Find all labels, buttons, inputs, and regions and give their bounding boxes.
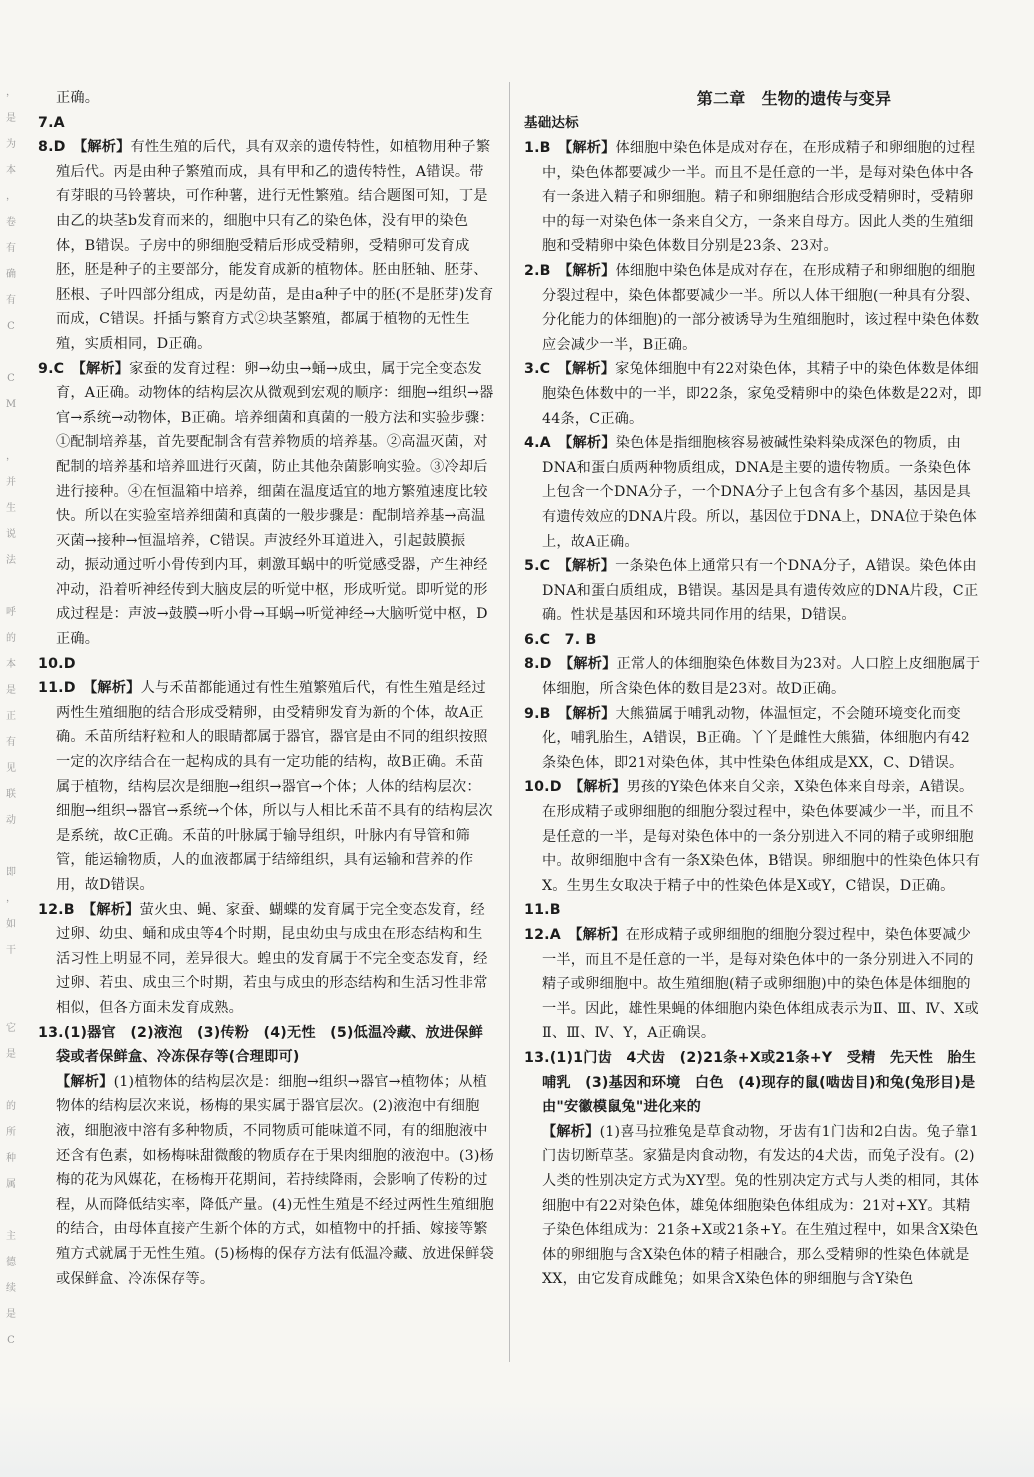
answer-choice: D	[63, 680, 76, 697]
answer-choice: B	[539, 705, 551, 722]
lead-text: 正确。	[56, 90, 100, 106]
analysis-tag: 【解析】	[557, 140, 616, 156]
margin-char: 有	[6, 737, 16, 748]
margin-char: 本	[6, 165, 16, 176]
margin-char: 即	[6, 867, 16, 878]
question-number: 10.	[524, 779, 550, 796]
column-divider	[509, 82, 510, 1362]
margin-char: 主	[6, 1231, 16, 1242]
answer-item	[38, 135, 494, 356]
margin-char: ，	[6, 191, 16, 202]
margin-char	[0, 1198, 22, 1224]
analysis-tag: 【解析】	[569, 779, 627, 796]
margin-char: 是	[6, 1309, 16, 1320]
margin-char: C	[7, 321, 15, 332]
left-answer-list	[38, 111, 494, 1070]
answer-item	[524, 652, 984, 701]
margin-char	[0, 574, 22, 600]
answer-choice: D	[549, 779, 562, 796]
margin-char: 它	[6, 1023, 16, 1034]
left-margin-bleed-through	[0, 80, 22, 1370]
margin-char: C	[7, 1335, 15, 1346]
analysis-text: 一条染色体上通常只有一个DNA分子，A错误。染色体由DNA和蛋白质组成，B错误。基因是具有遗传效应的DNA片段，C正确。性状是基因和环境共同作用的结果，D错误。	[542, 558, 979, 624]
answer-choice: C	[53, 360, 65, 377]
answer-item	[38, 676, 494, 897]
answer-choice: D	[63, 655, 76, 672]
answer-item	[38, 357, 494, 652]
answer-item	[524, 431, 984, 554]
margin-char: 正	[6, 711, 16, 722]
analysis-text: 家蚕的发育过程：卵→幼虫→蛹→成虫，属于完全变态发育，A正确。动物体的结构层次从微观到宏观的顺序：细胞→组织→器官→系统→动物体，B正确。培养细菌和真菌的一般方法和实验步骤：①配制培养基，首先要配制含有营养物质的培养基。②高温灭菌，对配制的培养基和培养皿进行灭菌，防止其他杂菌影响实验。③冷却后进行接种。④在恒温箱中培养，细菌在温度适宜的地方繁殖速度比较快。所以在实验室培养细菌和真菌的一般步骤是：配制培养基→高温灭菌→接种→恒温培养，C错误。声波经外耳道进入，引起鼓膜振动，振动通过听小骨传到内耳，刺激耳蜗中的听觉感受器，产生神经冲动，沿着听神经传到大脑皮层的听觉中枢，形成听觉。即听觉的形成过程是：声波→鼓膜→听小骨→耳蜗→听觉神经→大脑听觉中枢，D正确。	[56, 360, 494, 648]
question-number: 1.	[524, 140, 540, 156]
question-number: 13.	[524, 1049, 550, 1066]
analysis-text: 体细胞中染色体是成对存在，在形成精子和卵细胞的细胞分裂过程中，染色体都要减少一半。所以人体干细胞(一种具有分裂、分化能力的体细胞)的一部分被诱导为生殖细胞时，该过程中染色体数应会减少一半，B正确。	[542, 262, 980, 353]
margin-char: 生	[6, 503, 16, 514]
margin-char: 德	[6, 1257, 16, 1268]
margin-char: 呼	[6, 607, 16, 618]
margin-char: 有	[6, 243, 16, 254]
analysis-text: 人与禾苗都能通过有性生殖繁殖后代，有性生殖是经过两性生殖细胞的结合形成受精卵，由受精卵发育为新的个体，故A正确。禾苗所结籽粒和人的眼睛都属于器官，器官是由不同的组织按照一定的次序结合在一起构成的具有一定功能的结构，故B正确。禾苗属于植物，结构层次是细胞→组织→器官→个体；人体的结构层次：细胞→组织→器官→系统→个体，所以与人相比禾苗不具有的结构层次是系统，故C正确。禾苗的叶脉属于输导组织，叶脉内有导管和筛管，能运输物质，人的血液都属于结缔组织，具有运输和营养的作用，故D错误。	[56, 680, 493, 893]
margin-char: 续	[6, 1283, 16, 1294]
analysis-tag: 【解析】	[558, 656, 617, 673]
answer-choice: A	[549, 927, 561, 943]
answer-item	[524, 554, 984, 628]
question-number: 8.	[524, 656, 540, 673]
question-number: 11.	[524, 902, 550, 919]
answer-choice: B	[63, 901, 75, 918]
margin-char	[0, 418, 22, 444]
margin-char: 的	[6, 633, 16, 644]
answer-item	[524, 702, 984, 776]
analysis-tag: 【解析】	[557, 558, 616, 575]
section-title: 基础达标	[524, 115, 579, 131]
question-number: 5.	[524, 558, 540, 575]
analysis-tag: 【解析】	[72, 139, 131, 156]
margin-char: M	[5, 399, 17, 410]
margin-char: 如	[6, 919, 16, 930]
answer-item	[524, 775, 984, 898]
margin-char: ，	[6, 87, 16, 98]
analysis-text: 有性生殖的后代，具有双亲的遗传特性，如植物用种子繁殖后代。丙是由种子繁殖而成，具有甲和乙的遗传特性，A错误。带有芽眼的马铃薯块，可作种薯，进行无性繁殖。结合题图可知，丁是由乙的块茎b发育而来的，细胞中只有乙的染色体，没有甲的染色体，B错误。子房中的卵细胞受精后形成受精卵，受精卵可发育成胚，胚是种子的主要部分，能发育成新的植物体。胚由胚轴、胚芽、胚根、子叶四部分组成，丙是幼苗，是由a种子中的胚(不是胚芽)发育而成，C错误。扦插与繁育方式②块茎繁殖，都属于植物的无性生殖，实质相同，D正确。	[56, 139, 494, 352]
answer-item	[38, 898, 494, 1021]
analysis-tag: 【解析】	[83, 680, 141, 697]
answer-item	[524, 923, 984, 1046]
margin-char: 的	[6, 1101, 16, 1112]
analysis-text: (1)植物体的结构层次是：细胞→组织→器官→植物体；从植物体的结构层次来说，杨梅的果实属于器官层次。(2)液泡中有细胞液，细胞液中溶有多种物质，不同物质可能味道不同，有的细胞液中还含有色素，如杨梅味甜微酸的物质存在于果肉细胞的液泡中。(3)杨梅的花为风媒花，在杨梅开花期间，若持续降雨，会影响了传粉的过程，从而降低结实率，降低产量。(4)无性生殖是不经过两性生殖细胞的结合，由母体直接产生新个体的方式，如植物中的扦插、嫁接等繁殖方式就属于无性生殖。(5)杨梅的保存方法有低温冷藏、放进保鲜袋或保鲜盒、冷冻保存等。	[56, 1073, 494, 1287]
margin-char: 确	[6, 269, 16, 280]
analysis-tag: 【解析】	[557, 262, 616, 279]
margin-char	[0, 834, 22, 860]
question-number: 10.	[38, 655, 64, 672]
question-number: 12.	[524, 927, 550, 943]
q13-analysis-right	[524, 1120, 984, 1292]
analysis-text: (1)喜马拉雅兔是草食动物，牙齿有1门齿和2白齿。兔子靠1门齿切断草茎。家猫是肉食动物，有发达的4犬齿，而兔子没有。(2)人类的性别决定方式为XY型。兔的性别决定方式与人类的相同，其体细胞中有22对染色体，雄兔体细胞染色体组成为：21对+XY。其精子染色体组成为：21条+X或21条+Y。在生殖过程中，如果含X染色体的卵细胞与含X染色体的精子相融合，那么受精卵的性染色体就是XX，由它发育成雌兔；如果含X染色体的卵细胞与含Y染色	[542, 1123, 980, 1288]
analysis-text: 萤火虫、蝇、家蚕、蝴蝶的发育属于完全变态发育，经过卵、幼虫、蛹和成虫等4个时期，昆虫幼虫与成虫在形态结构和生活习性上明显不同，差异很大。蝗虫的发育属于不完全变态发育，经过卵、若虫、成虫三个时期，若虫与成虫的形态结构和生活习性非常相似，但各方面未发育成熟。	[56, 901, 488, 1016]
margin-char: 联	[6, 789, 16, 800]
question-number: 4.	[524, 435, 540, 452]
answer-choice: B	[539, 140, 551, 156]
margin-char: 属	[6, 1179, 16, 1190]
question-number: 9.	[38, 360, 54, 377]
analysis-text: 染色体是指细胞核容易被碱性染料染成深色的物质，由DNA和蛋白质两种物质组成，DNA是主要的遗传物质。一条染色体上包含一个DNA分子，一个DNA分子上包含有多个基因，基因是具有遗传效应的DNA片段。所以，基因位于DNA上，DNA位于染色体上，故A正确。	[542, 435, 977, 550]
question-number: 3.	[524, 361, 540, 378]
answer-item	[524, 628, 984, 653]
margin-char: 说	[6, 529, 16, 540]
analysis-tag: 【解析】	[557, 705, 616, 722]
margin-char	[0, 990, 22, 1016]
analysis-tag: 【解析】	[542, 1123, 600, 1140]
answer-item	[524, 259, 984, 357]
margin-char	[0, 340, 22, 366]
analysis-text: 男孩的Y染色体来自父亲，X染色体来自母亲，A错误。在形成精子或卵细胞的细胞分裂过程中，染色体要减少一半，而且不是任意的一半，是每对染色体中的一条分别进入不同的精子或卵细胞中。故卵细胞中含有一条X染色体，B错误。卵细胞中的性染色体只有X。生男生女取决于精子中的性染色体是X或Y，C错误，D正确。	[542, 779, 981, 894]
right-answer-list	[524, 136, 984, 1120]
margin-char	[0, 964, 22, 990]
question-number: 8.	[38, 139, 54, 156]
margin-char: ，	[6, 893, 16, 904]
margin-char: 种	[6, 1153, 16, 1164]
answer-choice: D	[539, 656, 552, 673]
margin-char: C	[7, 373, 15, 384]
analysis-tag: 【解析】	[56, 1073, 114, 1090]
margin-char: 并	[6, 477, 16, 488]
right-column	[524, 86, 984, 1292]
question-number: 13.	[38, 1024, 64, 1041]
margin-char: 见	[6, 763, 16, 774]
answer-choice: (1)1门齿 4犬齿 (2)21条+X或21条+Y 受精 先天性 胎生哺乳 (3)基因和环境 白色 (4)现存的鼠(啮齿目)和兔(兔形目)是由"安徽模鼠兔"进化来的	[542, 1049, 977, 1116]
answer-choice: C	[539, 558, 551, 575]
analysis-text: 家兔体细胞中有22对染色体，其精子中的染色体数是体细胞染色体数中的一半，即22条，家兔受精卵中的染色体数是22对，即44条，C正确。	[542, 361, 982, 427]
question-number: 11.	[38, 680, 64, 697]
question-number: 12.	[38, 901, 64, 918]
margin-char: 干	[6, 945, 16, 956]
answer-item	[524, 898, 984, 923]
answer-item	[38, 652, 494, 677]
answer-choice: B	[539, 262, 551, 279]
margin-char: 是	[6, 685, 16, 696]
analysis-tag: 【解析】	[557, 361, 616, 378]
answer-choice: D	[53, 139, 66, 156]
analysis-text: 在形成精子或卵细胞的细胞分裂过程中，染色体要减少一半，而且不是任意的一半，是每对染色体中的一条分别进入不同的精子或卵细胞中。故生殖细胞(精子或卵细胞)中的染色体是体细胞的一半。因此，雄性果蝇的体细胞内染色体组成表示为Ⅱ、Ⅲ、Ⅳ、X或Ⅱ、Ⅲ、Ⅳ、Y，A正确误。	[542, 927, 979, 1042]
answer-item	[38, 111, 494, 136]
answer-choice: A	[539, 435, 551, 452]
answer-choice: B	[549, 902, 561, 919]
margin-char: 为	[6, 139, 16, 150]
margin-char: 是	[6, 1049, 16, 1060]
answer-choice: A	[53, 114, 65, 131]
analysis-tag: 【解析】	[71, 360, 130, 377]
chapter-title: 第二章 生物的遗传与变异	[696, 89, 892, 108]
margin-char: 法	[6, 555, 16, 566]
answer-item	[38, 1021, 494, 1070]
margin-char: 有	[6, 295, 16, 306]
margin-char: 卷	[6, 217, 16, 228]
analysis-text: 大熊猫属于哺乳动物，体温恒定，不会随环境变化而变化，哺乳胎生，A错误，B正确。丫丫是雌性大熊猫，体细胞内有42条染色体，即21对染色体，其中性染色体组成是XX，C、D错误。	[542, 705, 970, 771]
answer-choice: C 7. B	[539, 631, 597, 648]
analysis-text: 体细胞中染色体是成对存在，在形成精子和卵细胞的过程中，染色体都要减少一半。而且不是任意的一半，是每对染色体中各有一条进入精子和卵细胞。精子和卵细胞结合形成受精卵时，受精卵中的每一对染色体一条来自父方，一条来自母方。因此人类的生殖细胞和受精卵中染色体数目分别是23条、23对。	[542, 140, 976, 255]
answer-item	[524, 136, 984, 259]
margin-char	[0, 1068, 22, 1094]
q13-analysis-left	[38, 1070, 494, 1291]
answer-choice: C	[539, 361, 551, 378]
margin-char: 本	[6, 659, 16, 670]
question-number: 7.	[38, 114, 54, 131]
answer-item	[524, 357, 984, 431]
margin-char: 是	[6, 113, 16, 124]
margin-char: 所	[6, 1127, 16, 1138]
scan-shadow	[0, 1400, 1034, 1477]
margin-char: 动	[6, 815, 16, 826]
analysis-tag: 【解析】	[82, 901, 140, 918]
analysis-tag: 【解析】	[568, 927, 626, 943]
question-number: 2.	[524, 262, 540, 279]
analysis-text: 正常人的体细胞染色体数目为23对。人口腔上皮细胞属于体细胞，所含染色体的数目是23对。故D正确。	[542, 656, 981, 698]
answer-choice: (1)器官 (2)液泡 (3)传粉 (4)无性 (5)低温冷藏、放进保鲜袋或者保鲜盒、冷冻保存等(合理即可)	[56, 1024, 484, 1066]
answer-item	[524, 1046, 984, 1120]
left-column	[38, 86, 494, 1291]
analysis-tag: 【解析】	[558, 435, 616, 452]
margin-char: ，	[6, 451, 16, 462]
question-number: 6.	[524, 631, 540, 648]
question-number: 9.	[524, 705, 540, 722]
